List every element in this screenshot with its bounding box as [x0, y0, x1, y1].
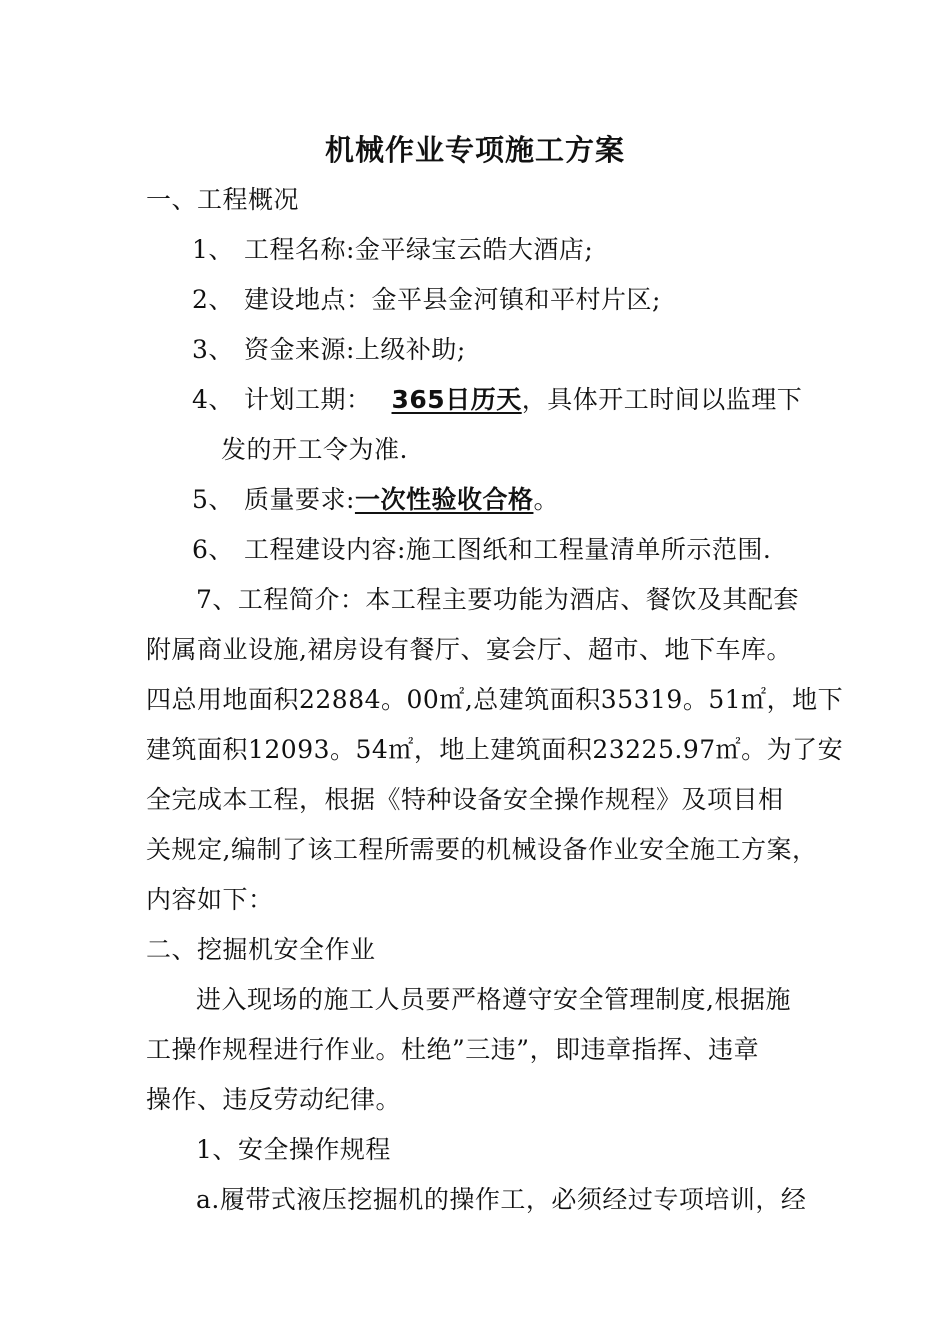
- list-item: [192, 533, 771, 567]
- paragraph-line: 7、工程简介：本工程主要功能为酒店、餐饮及其配套: [196, 585, 799, 614]
- duration-emphasis: 365日历天: [391, 385, 522, 414]
- section-heading: 一、工程概况: [146, 185, 300, 214]
- list-item: [192, 483, 559, 517]
- subsection-heading: 1、安全操作规程: [196, 1135, 391, 1164]
- paragraph-line: 全完成本工程，根据《特种设备安全操作规程》及项目相: [146, 785, 784, 814]
- item-number: 1、: [192, 235, 234, 264]
- item-number: 3、: [192, 335, 234, 364]
- paragraph-line: 关规定,编制了该工程所需要的机械设备作业安全施工方案，: [146, 835, 818, 864]
- document-title: 机械作业专项施工方案: [324, 133, 625, 167]
- paragraph-line: 工操作规程进行作业。杜绝”三违”，即违章指挥、违章: [146, 1035, 760, 1064]
- paragraph-line: 四总用地面积22884。00㎡,总建筑面积35319。51㎡，地下: [146, 685, 844, 714]
- list-item: [192, 383, 802, 417]
- paragraph-line: 附属商业设施,裙房设有餐厅、宴会厅、超市、地下车库。: [146, 635, 792, 664]
- item-number: 4、: [192, 385, 234, 414]
- paragraph-line: 内容如下：: [146, 885, 274, 914]
- item-number: 2、: [192, 285, 234, 314]
- list-item: [192, 283, 661, 317]
- item-text: 。: [533, 485, 559, 514]
- paragraph-line: a.履带式液压挖掘机的操作工，必须经过专项培训，经: [196, 1185, 807, 1214]
- item-text: ，具体开工时间以监理下: [521, 385, 803, 414]
- paragraph-line: 建筑面积12093。54㎡，地上建筑面积23225.97㎡。为了安: [146, 735, 844, 764]
- item-text: 建设地点：金平县金河镇和平村片区;: [244, 285, 661, 314]
- list-item: [192, 333, 466, 367]
- item-label: 计划工期：: [244, 385, 372, 414]
- item-text: 资金来源:上级补助;: [244, 335, 466, 364]
- item-number: 6、: [192, 535, 234, 564]
- item-label: 质量要求:: [244, 485, 355, 514]
- quality-emphasis: 一次性验收合格: [354, 485, 534, 514]
- item-continuation: 发的开工令为准.: [221, 435, 408, 464]
- section-heading: 二、挖掘机安全作业: [146, 935, 376, 964]
- item-number: 5、: [192, 485, 234, 514]
- list-item: [192, 233, 593, 267]
- paragraph-line: 操作、违反劳动纪律。: [146, 1085, 402, 1114]
- item-text: 工程建设内容:施工图纸和工程量清单所示范围.: [244, 535, 772, 564]
- paragraph-line: 进入现场的施工人员要严格遵守安全管理制度,根据施: [196, 985, 791, 1014]
- item-text: 工程名称:金平绿宝云皓大酒店;: [244, 235, 594, 264]
